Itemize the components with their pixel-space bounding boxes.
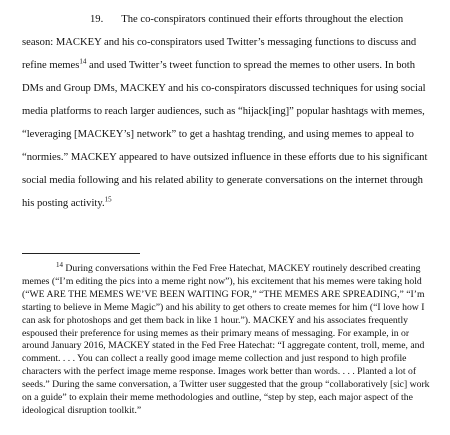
footnote-14: [22, 260, 432, 418]
footnote-number: 14: [56, 260, 63, 269]
footnote-reference-15: 15: [104, 195, 112, 204]
paragraph-text-part-2: and used Twitter’s tweet function to spread the memes to other users. In both DMs and Group DMs, MACKEY and his co-conspirators discussed techniques for using social media platforms to reach larger audiences, such as “hijack[ing]” popular hashtags with memes, “leveraging [MACKEY’s] network” to get a hashtag trending, and using memes to appeal to “normies.” MACKEY appeared to have outsized influence in these efforts due to his significant social media following and his related ability to generate conversations on the internet through his posting activity.: [22, 60, 428, 209]
document-page: [22, 8, 432, 215]
footnote-text: During conversations within the Fed Free Hatechat, MACKEY routinely described creating memes (“I’m editing the pics into a meme right now”), his excitement that his memes were taking hold (“WE ARE THE MEMES WE’VE BEEN WAITING FOR,” “THE MEMES ARE SPREADING,” “I’m starting to believe in Meme Magic”) and his ability to get others to create memes for him (“I love how I can ask for photoshops and get them back in like 1 hour.”). MACKEY and his associates frequently espoused their preference for using memes as their primary means of messaging. For example, in or around January 2016, MACKEY stated in the Fed Free Hatechat: “I aggregate content, troll, meme, and comment. . . . You can collect a really good image meme collection and just respond to high profile characters with the perfect image meme response. Images work better than words. . . . Planted a lot of seeds.” During the same conversation, a Twitter user suggested that the group “collaboratively [sic] work on a guide” to explain their meme methodologies and outline, “step by step, each major aspect of the ideological disruption toolkit.”: [22, 263, 430, 416]
paragraph-text-part-1: The co-conspirators continued their efforts throughout the election season: MACKEY and his co-conspirators used Twitter’s messaging functions to discuss and refine memes: [22, 14, 417, 71]
footnote-reference-14: 14: [79, 57, 87, 66]
paragraph-number: 19.: [90, 14, 104, 25]
paragraph-19: [22, 8, 432, 215]
footnote-separator: [22, 253, 140, 254]
